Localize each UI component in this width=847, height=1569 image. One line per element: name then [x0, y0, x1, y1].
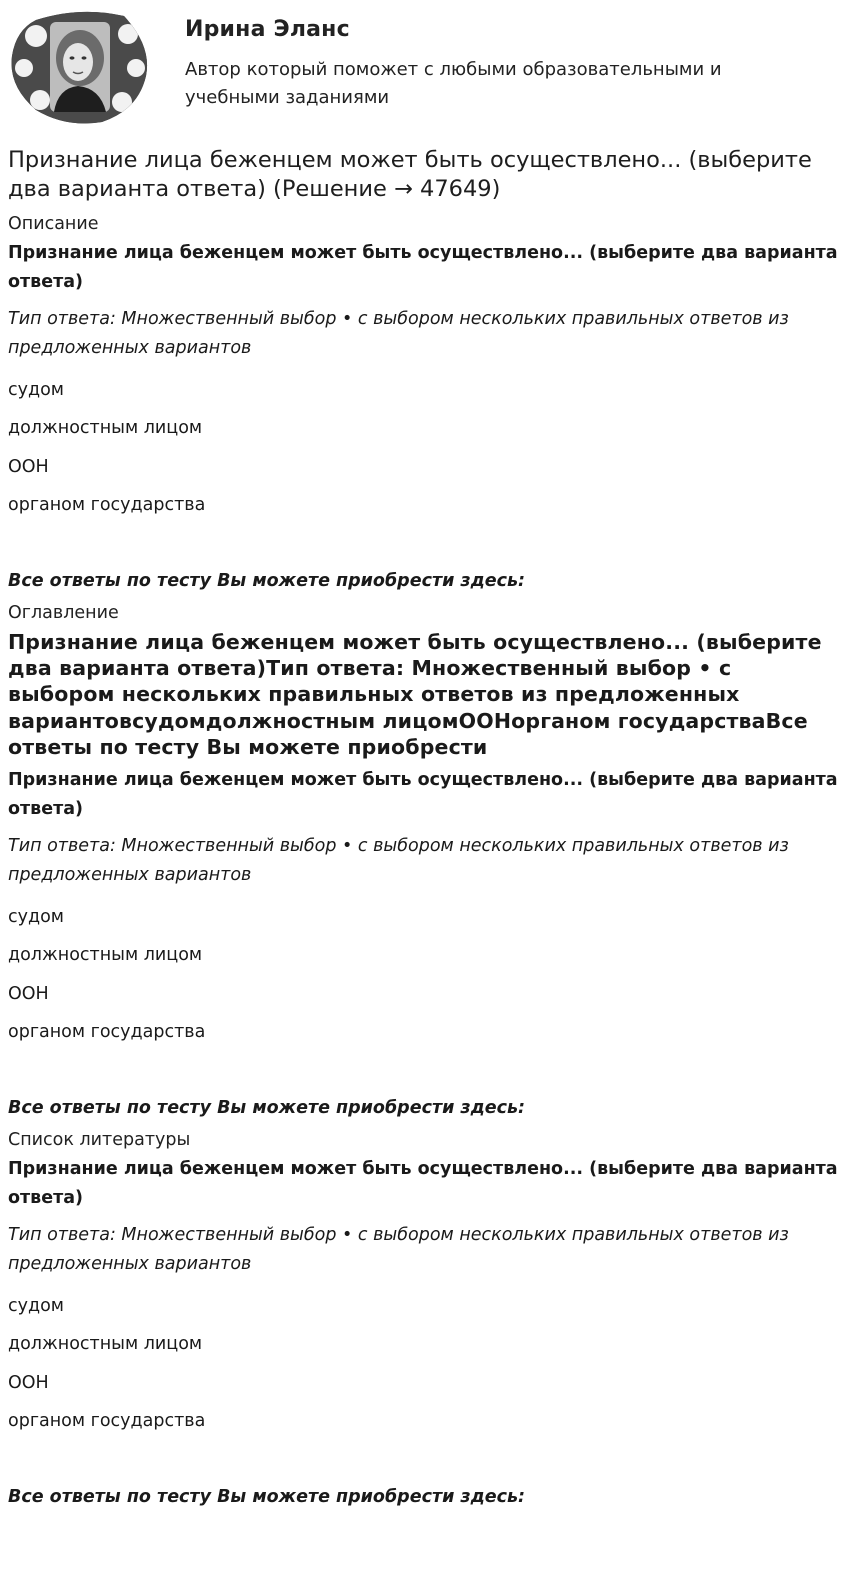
answer-type-text: Тип ответа: Множественный выбор • с выбором нескольких правильных ответов из предложенных вариантов: [8, 1225, 789, 1275]
description-section: [8, 212, 838, 593]
option-item: ООН: [8, 456, 49, 477]
option-item: ООН: [8, 983, 49, 1004]
option-item: должностным лицом: [8, 1334, 203, 1355]
option-item: органом государства: [8, 1022, 206, 1043]
section-label-literature: Список литературы: [8, 1130, 191, 1151]
answer-type-text: Тип ответа: Множественный выбор • с выбором нескольких правильных ответов из предложенных вариантов: [8, 836, 789, 886]
question-text: Признание лица беженцем может быть осуществлено... (выберите два варианта ответа): [8, 243, 838, 292]
buy-answers-text: Все ответы по тесту Вы можете приобрести здесь:: [8, 1098, 526, 1119]
literature-section: [8, 1128, 838, 1509]
option-item: должностным лицом: [8, 945, 203, 966]
main-content: [8, 146, 838, 1509]
option-item: органом государства: [8, 495, 206, 515]
buy-answers-text: Все ответы по тесту Вы можете приобрести здесь:: [8, 571, 526, 591]
author-card: [6, 6, 841, 128]
contents-summary: Признание лица беженцем может быть осуществлено... (выберите два варианта ответа)Тип ответа: Множественный выбор • с выбором нескольких правильных ответов из предложенных вариантовсудомдолжностным лицомООНорганом государстваВсе ответы по тесту Вы можете приобрести: [8, 630, 822, 759]
author-description: Автор который поможет с любыми образовательными и учебными заданиями: [185, 59, 722, 108]
option-item: ООН: [8, 1372, 49, 1393]
question-text: Признание лица беженцем может быть осуществлено... (выберите два варианта ответа): [8, 1159, 838, 1209]
section-label-contents: Оглавление: [8, 603, 119, 623]
option-item: судом: [8, 379, 64, 400]
author-portrait-film-frame-icon: [6, 6, 154, 126]
answer-type-text: Тип ответа: Множественный выбор • с выбором нескольких правильных ответов из предложенных вариантов: [8, 309, 789, 358]
buy-answers-text: Все ответы по тесту Вы можете приобрести здесь:: [8, 1487, 526, 1508]
question-text: Признание лица беженцем может быть осуществлено... (выберите два варианта ответа): [8, 770, 838, 820]
option-item: судом: [8, 906, 64, 927]
option-item: судом: [8, 1295, 64, 1316]
section-label-description: Описание: [8, 214, 99, 234]
page-title: Признание лица беженцем может быть осуществлено... (выберите два варианта ответа) (Решение → 47649): [8, 147, 812, 202]
option-item: должностным лицом: [8, 418, 203, 438]
author-name[interactable]: Ирина Эланс: [185, 17, 350, 42]
option-item: органом государства: [8, 1411, 206, 1432]
contents-section: [8, 601, 838, 1120]
